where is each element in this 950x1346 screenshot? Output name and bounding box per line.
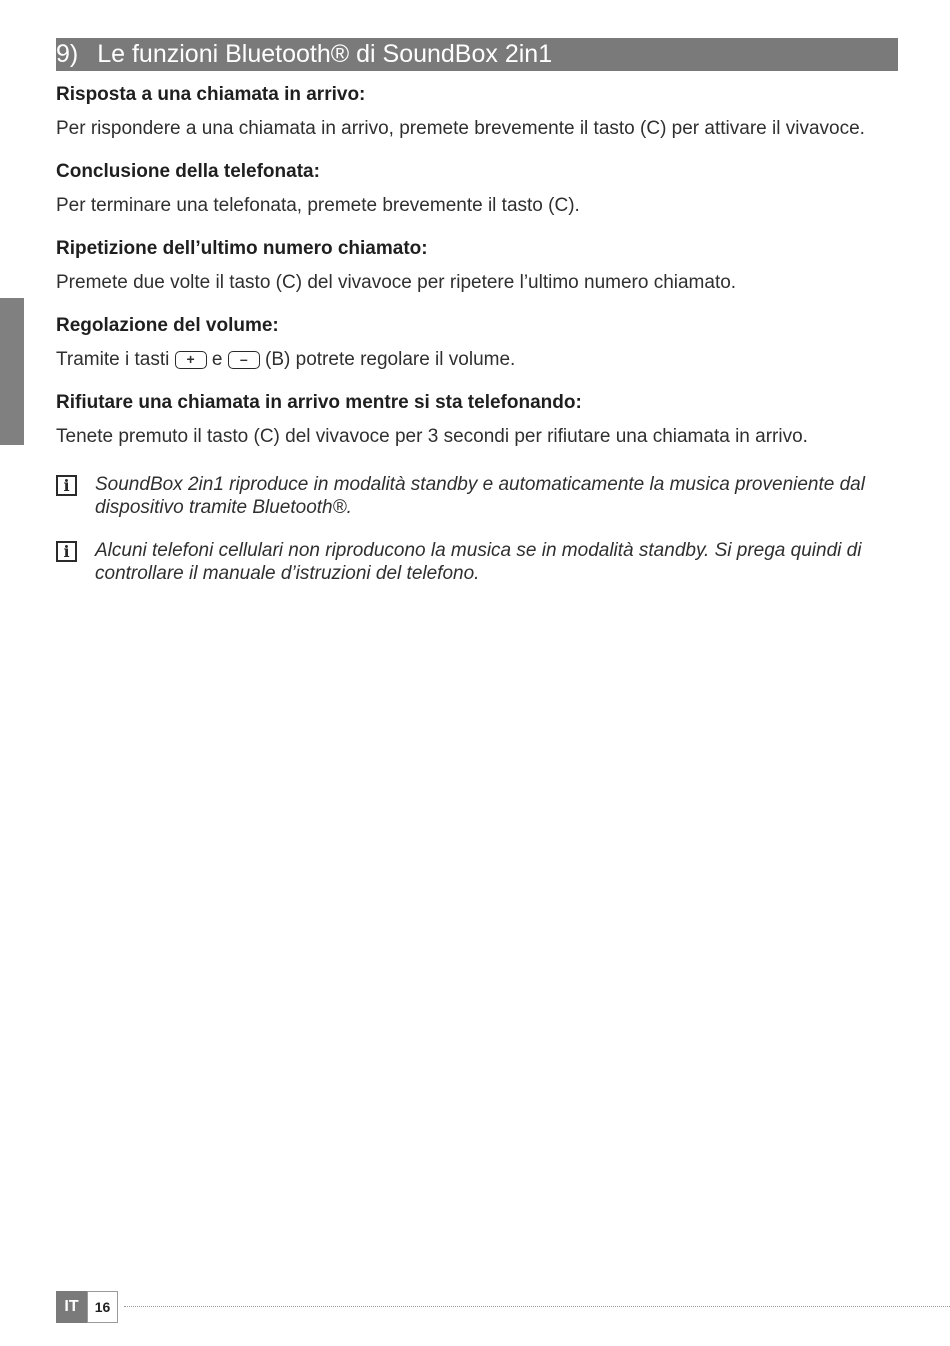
page-footer	[56, 1291, 118, 1323]
text-answer-call: Per rispondere a una chiamata in arrivo, premete brevemente il tasto (C) per attivare il vivavoce.	[56, 118, 865, 139]
note-text: SoundBox 2in1 riproduce in modalità standby e automaticamente la musica proveniente dal dispositivo tramite Bluetooth®.	[95, 474, 865, 518]
volume-suffix: (B) potrete regolare il volume.	[265, 349, 516, 370]
footer-divider	[124, 1306, 950, 1307]
heading-end-call: Conclusione della telefonata:	[56, 161, 320, 182]
info-icon: i	[56, 541, 77, 562]
text-reject-call: Tenete premuto il tasto (C) del vivavoce per 3 secondi per rifiutare una chiamata in arrivo.	[56, 426, 808, 447]
note-standby-music	[56, 473, 898, 519]
plus-key-icon: +	[175, 351, 207, 369]
note-phone-standby	[56, 539, 898, 585]
section-title: Le funzioni Bluetooth® di SoundBox 2in1	[97, 40, 553, 68]
language-badge: IT	[56, 1291, 87, 1323]
text-redial: Premete due volte il tasto (C) del vivavoce per ripetere l’ultimo numero chiamato.	[56, 272, 737, 293]
text-end-call: Per terminare una telefonata, premete brevemente il tasto (C).	[56, 195, 580, 216]
section-header	[56, 38, 898, 71]
page-number: 16	[87, 1291, 118, 1323]
heading-reject-call: Rifiutare una chiamata in arrivo mentre si sta telefonando:	[56, 392, 582, 413]
volume-prefix: Tramite i tasti	[56, 349, 170, 370]
heading-answer-call: Risposta a una chiamata in arrivo:	[56, 84, 366, 105]
page-content	[56, 80, 898, 585]
minus-key-icon: –	[228, 351, 260, 369]
text-volume	[56, 341, 898, 388]
volume-middle: e	[211, 349, 223, 370]
heading-redial: Ripetizione dell’ultimo numero chiamato:	[56, 238, 428, 259]
note-text: Alcuni telefoni cellulari non riproducono la musica se in modalità standby. Si prega quindi di controllare il manuale d’istruzioni del telefono.	[95, 540, 862, 584]
section-number: 9)	[56, 40, 79, 68]
info-icon: i	[56, 475, 77, 496]
heading-volume: Regolazione del volume:	[56, 315, 279, 336]
side-tab-marker	[0, 298, 24, 445]
